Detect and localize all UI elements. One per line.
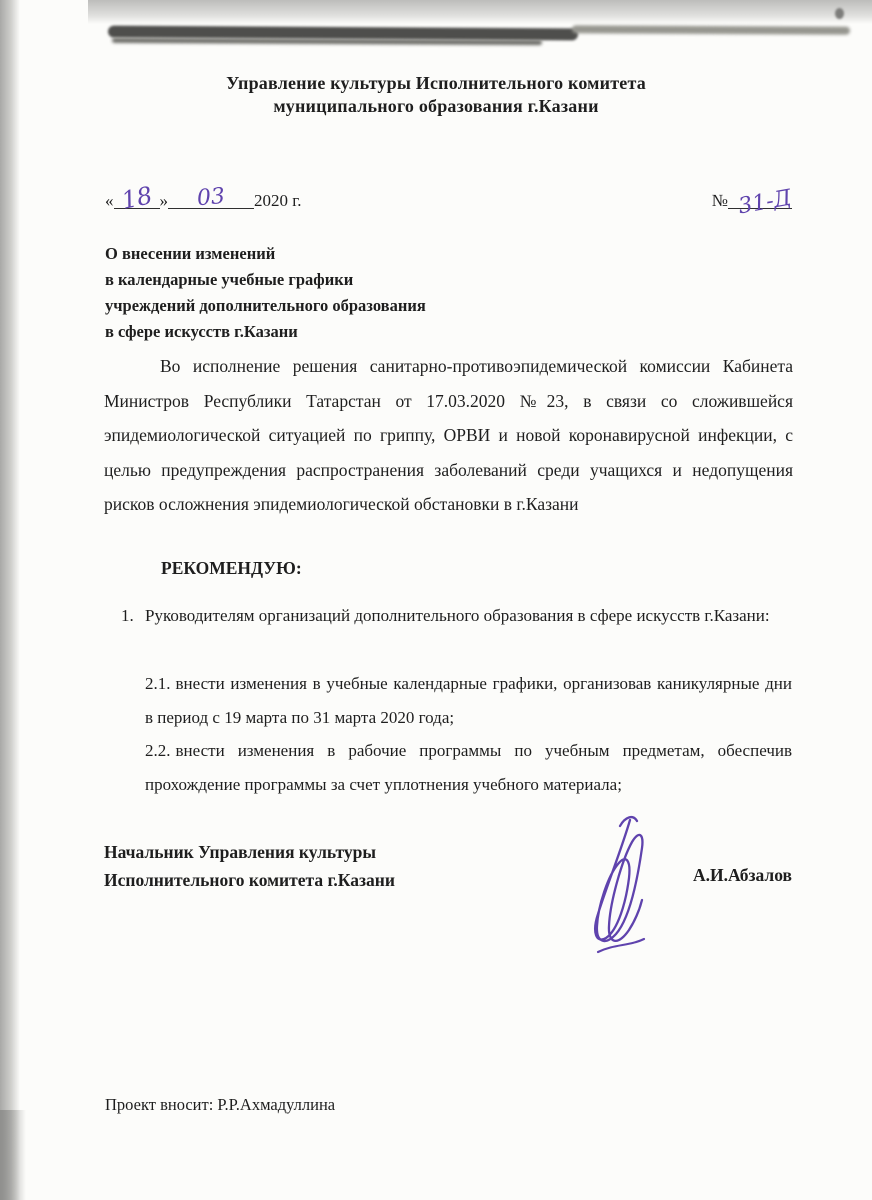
signatory-title-line1: Начальник Управления культуры: [104, 842, 376, 862]
list-item-text: Руководителям организаций дополнительного образования в сфере искусств г.Казани:: [145, 606, 770, 625]
year-label: 2020 г.: [254, 191, 302, 210]
subject-line3: учреждений дополнительного образования: [105, 296, 426, 315]
list-item: [145, 667, 792, 734]
month-blank-line: [168, 183, 254, 212]
date-field: [105, 181, 302, 215]
document-subject: [105, 241, 426, 345]
handwritten-signature: [570, 810, 680, 965]
list-item: [145, 734, 792, 801]
subject-line1: О внесении изменений: [105, 244, 276, 263]
number-sign: №: [711, 191, 728, 210]
subject-line4: в сфере искусств г.Казани: [105, 322, 298, 341]
list-item-text: внести изменения в учебные календарные графики, организовав каникулярные дни в период с 19 марта по 31 марта 2020 года;: [145, 674, 792, 727]
list-item-text: внести изменения в рабочие программы по учебным предметам, обеспечив прохождение программы за счет уплотнения учебного материала;: [145, 741, 792, 794]
list-item-marker: 1.: [121, 606, 134, 625]
footer-note: Проект вносит: Р.Р.Ахмадуллина: [105, 1095, 336, 1114]
date-number-line: [105, 181, 794, 220]
list-item-marker: 2.2.: [145, 741, 171, 760]
list-item-marker: 2.1.: [145, 674, 171, 693]
title-line2: муниципального образования г.Казани: [273, 96, 599, 116]
day-blank-line: [114, 181, 160, 215]
title-line1: Управление культуры Исполнительного комитета: [226, 73, 646, 93]
signatory-title-line2: Исполнительного комитета г.Казани: [104, 870, 395, 890]
open-quote: «: [105, 191, 114, 210]
signatory-name: А.И.Абзалов: [692, 865, 792, 885]
document-number-field: [711, 185, 794, 220]
body-paragraph: Во исполнение решения санитарно-противоэпидемической комиссии Кабинета Министров Республики Татарстан от 17.03.2020 №23, в связи со сложившейся эпидемиологической ситуацией по гриппу, ОРВИ и новой коронавирусной инфекции, с целью предупреждения распространения заболеваний среди учащихся и недопущения рисков осложнения эпидемиологической обстановки в г.Казани: [104, 356, 793, 514]
handwritten-day: 18: [118, 181, 155, 215]
handwritten-number: 31-Д: [736, 185, 794, 220]
document-title: [90, 72, 782, 118]
subject-line2: в календарные учебные графики: [105, 270, 354, 289]
resolution-heading: РЕКОМЕНДУЮ:: [161, 558, 302, 578]
signatory-title: [104, 838, 395, 894]
handwritten-month: 03: [195, 183, 226, 212]
list-item: [121, 599, 792, 633]
close-quote: »: [159, 191, 168, 210]
number-blank-line: [728, 185, 794, 220]
